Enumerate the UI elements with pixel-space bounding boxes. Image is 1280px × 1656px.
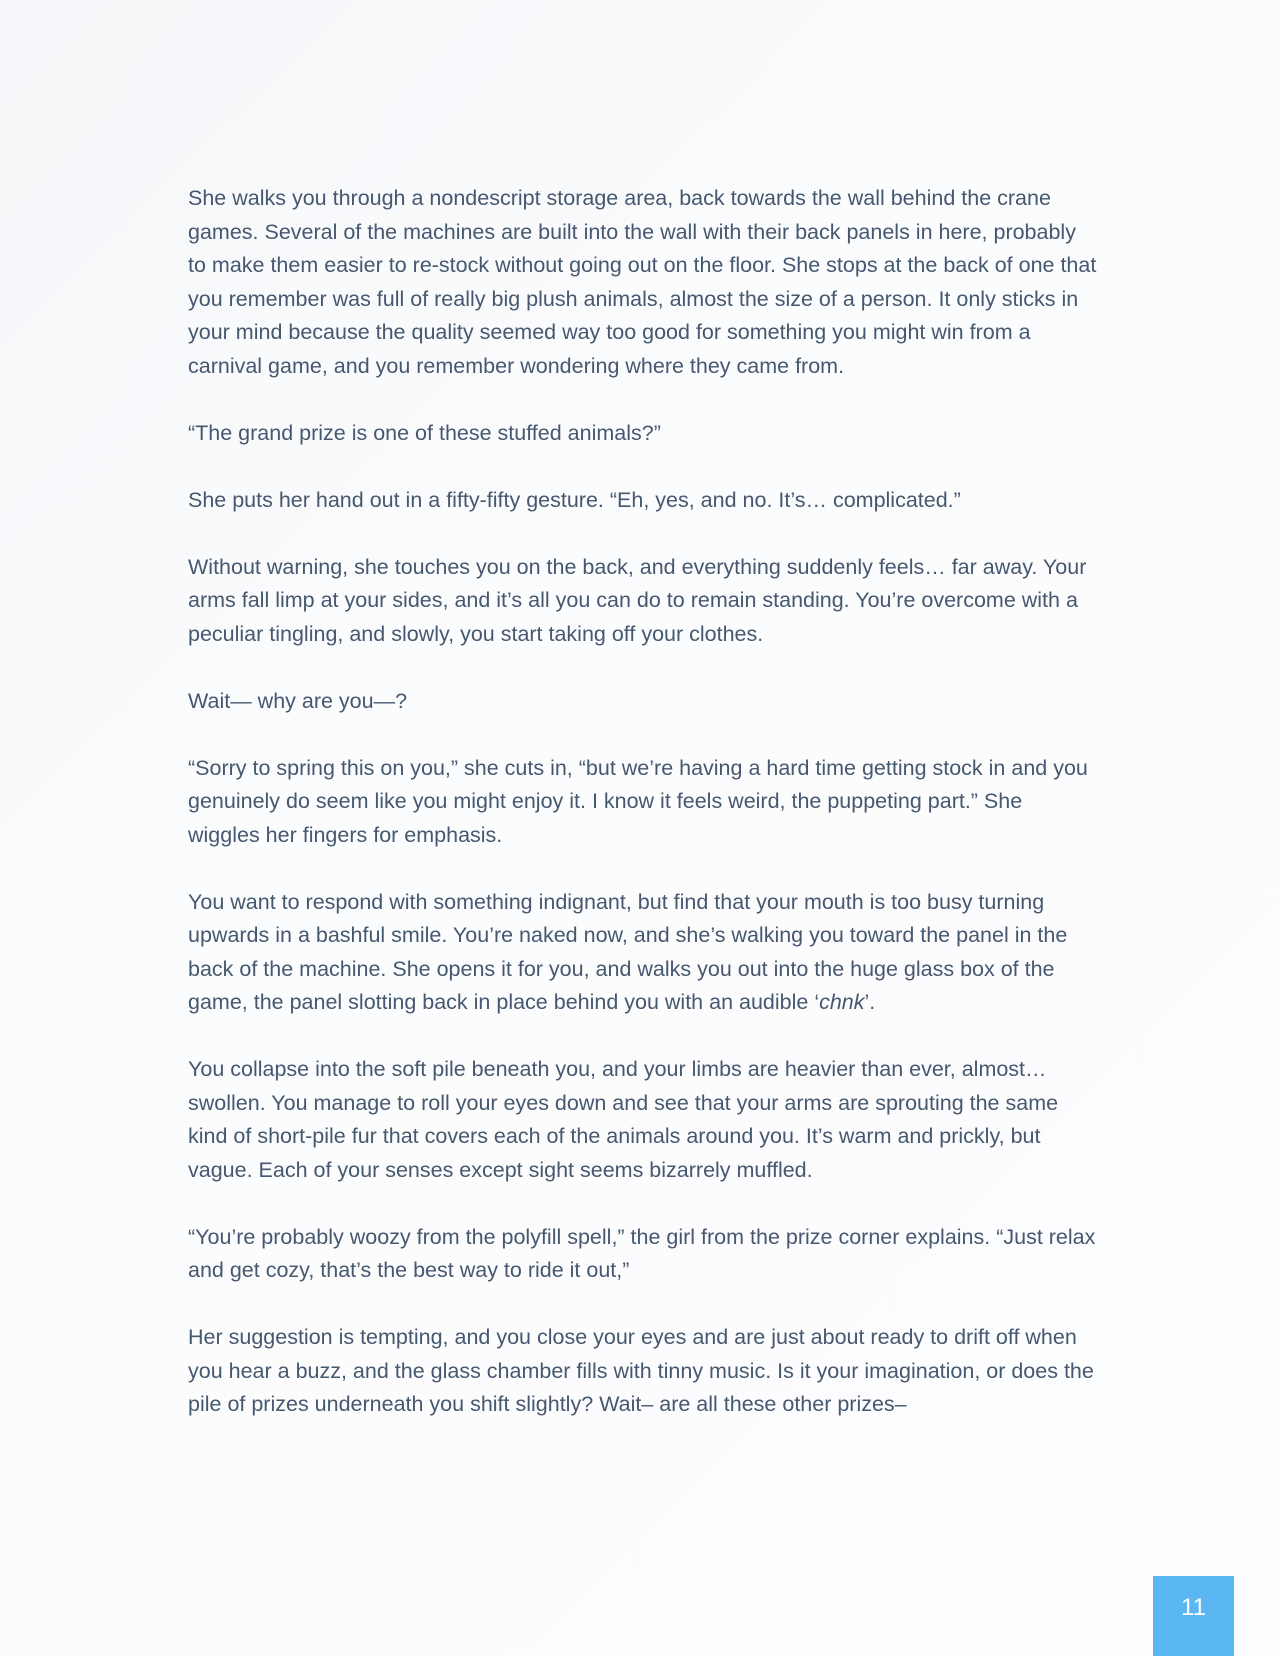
paragraph [188,886,1098,1020]
paragraph: “Sorry to spring this on you,” she cuts in, “but we’re having a hard time getting stock in and you genuinely do seem like you might enjoy it. I know it feels weird, the puppeting part.” She wiggles her fingers for emphasis. [188,755,1088,847]
paragraph: Without warning, she touches you on the back, and everything suddenly feels… far away. Your arms fall limp at your sides, and it’s all you can do to remain standing. You’re overcome with a peculiar tingling, and slowly, you start taking off your clothes. [188,554,1087,646]
page-number-badge: 11 [1153,1576,1234,1656]
paragraph: Wait— why are you—? [188,688,408,713]
paragraph-text: You want to respond with something indignant, but find that your mouth is too busy turning upwards in a bashful smile. You’re naked now, and she’s walking you toward the panel in the back of the machine. She opens it for you, and walks you out into the huge glass box of the game, the panel slotting back in place behind you with an audible ‘ [188,889,1068,1014]
paragraph-text: ’. [864,990,876,1014]
paragraph: Her suggestion is tempting, and you close your eyes and are just about ready to drift off when you hear a buzz, and the glass chamber fills with tinny music. Is it your imagination, or does the pile of prizes underneath you shift slightly? Wait– are all these other prizes– [188,1325,1094,1416]
paragraph: “The grand prize is one of these stuffed animals?” [188,420,661,445]
paragraph: You collapse into the soft pile beneath you, and your limbs are heavier than ever, almost… swollen. You manage to roll your eyes down and see that your arms are sprouting the same kind of short-pile fur that covers each of the animals around you. It’s warm and prickly, but vague. Each of your senses except sight seems bizarrely muffled. [188,1057,1059,1182]
sound-effect-text: chnk [819,990,865,1014]
paragraph: “You’re probably woozy from the polyfill spell,” the girl from the prize corner explains. “Just relax and get cozy, that’s the best way to ride it out,” [188,1224,1096,1282]
story-text [188,182,1098,1455]
paragraph: She puts her hand out in a fifty-fifty gesture. “Eh, yes, and no. It’s… complicated.” [188,487,961,512]
paragraph: She walks you through a nondescript storage area, back towards the wall behind the crane games. Several of the machines are built into the wall with their back panels in here, probably to make them easier to re-stock without going out on the floor. She stops at the back of one that you remember was full of really big plush animals, almost the size of a person. It only sticks in your mind because the quality seemed way too good for something you might win from a carnival game, and you remember wondering where they came from. [188,186,1097,378]
